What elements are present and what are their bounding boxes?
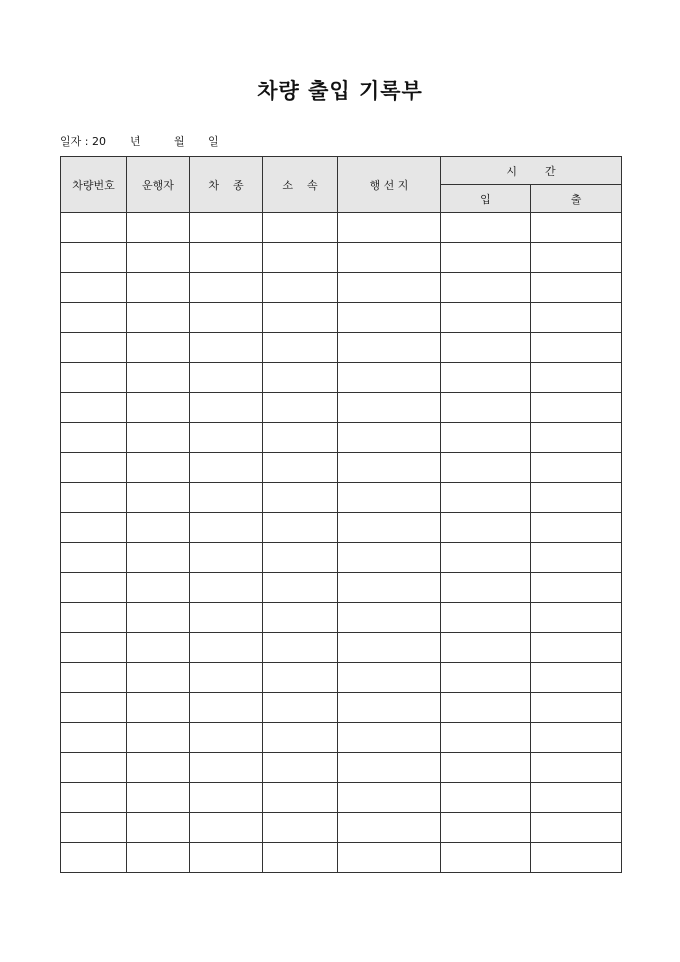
header-vehicle-number: 차량번호: [61, 157, 127, 213]
table-cell[interactable]: [263, 723, 338, 753]
table-cell[interactable]: [441, 813, 531, 843]
table-cell[interactable]: [127, 393, 190, 423]
table-cell[interactable]: [338, 333, 441, 363]
table-row: [61, 663, 622, 693]
table-cell[interactable]: [190, 723, 263, 753]
table-row: [61, 723, 622, 753]
table-cell[interactable]: [61, 603, 127, 633]
table-row: [61, 483, 622, 513]
table-row: [61, 453, 622, 483]
table-cell[interactable]: [338, 273, 441, 303]
table-cell[interactable]: [127, 513, 190, 543]
table-cell[interactable]: [263, 213, 338, 243]
table-cell[interactable]: [338, 363, 441, 393]
table-cell[interactable]: [127, 483, 190, 513]
table-cell[interactable]: [531, 813, 622, 843]
table-row: [61, 513, 622, 543]
table-cell[interactable]: [127, 723, 190, 753]
table-cell[interactable]: [441, 303, 531, 333]
table-cell[interactable]: [190, 513, 263, 543]
table-cell[interactable]: [190, 423, 263, 453]
table-cell[interactable]: [338, 813, 441, 843]
table-cell[interactable]: [338, 513, 441, 543]
table-cell[interactable]: [190, 753, 263, 783]
table-cell[interactable]: [190, 843, 263, 873]
table-cell[interactable]: [531, 303, 622, 333]
table-cell[interactable]: [190, 573, 263, 603]
table-cell[interactable]: [127, 783, 190, 813]
table-row: [61, 843, 622, 873]
table-cell[interactable]: [127, 273, 190, 303]
table-cell[interactable]: [531, 723, 622, 753]
table-row: [61, 573, 622, 603]
table-cell[interactable]: [338, 483, 441, 513]
table-cell[interactable]: [531, 213, 622, 243]
table-cell[interactable]: [190, 363, 263, 393]
table-cell[interactable]: [190, 603, 263, 633]
table-cell[interactable]: [441, 423, 531, 453]
table-row: [61, 693, 622, 723]
table-cell[interactable]: [190, 213, 263, 243]
table-cell[interactable]: [338, 543, 441, 573]
table-cell[interactable]: [127, 333, 190, 363]
table-row: [61, 633, 622, 663]
table-cell[interactable]: [61, 423, 127, 453]
table-cell[interactable]: [441, 363, 531, 393]
table-cell[interactable]: [338, 633, 441, 663]
table-cell[interactable]: [531, 363, 622, 393]
table-cell[interactable]: [61, 573, 127, 603]
table-cell[interactable]: [127, 843, 190, 873]
header-driver: 운행자: [127, 157, 190, 213]
table-cell[interactable]: [441, 693, 531, 723]
table-cell[interactable]: [263, 843, 338, 873]
table-cell[interactable]: [61, 753, 127, 783]
table-cell[interactable]: [338, 423, 441, 453]
table-cell[interactable]: [127, 813, 190, 843]
table-cell[interactable]: [338, 453, 441, 483]
table-cell[interactable]: [441, 543, 531, 573]
table-cell[interactable]: [190, 243, 263, 273]
table-cell[interactable]: [263, 363, 338, 393]
table-cell[interactable]: [441, 603, 531, 633]
table-cell[interactable]: [263, 603, 338, 633]
table-cell[interactable]: [61, 453, 127, 483]
table-cell[interactable]: [441, 573, 531, 603]
table-row: [61, 813, 622, 843]
table-cell[interactable]: [263, 453, 338, 483]
table-cell[interactable]: [263, 243, 338, 273]
table-cell[interactable]: [127, 633, 190, 663]
table-row: [61, 243, 622, 273]
table-cell[interactable]: [338, 783, 441, 813]
table-cell[interactable]: [531, 273, 622, 303]
table-cell[interactable]: [127, 573, 190, 603]
table-row: [61, 333, 622, 363]
table-cell[interactable]: [441, 273, 531, 303]
table-cell[interactable]: [190, 813, 263, 843]
table-cell[interactable]: [127, 543, 190, 573]
table-cell[interactable]: [441, 453, 531, 483]
table-cell[interactable]: [127, 753, 190, 783]
table-cell[interactable]: [338, 243, 441, 273]
table-cell[interactable]: [263, 273, 338, 303]
table-row: [61, 303, 622, 333]
table-cell[interactable]: [190, 393, 263, 423]
header-time-out: 출: [531, 185, 622, 213]
table-cell[interactable]: [61, 633, 127, 663]
table-cell[interactable]: [441, 333, 531, 363]
table-cell[interactable]: [441, 663, 531, 693]
table-cell[interactable]: [531, 603, 622, 633]
table-cell[interactable]: [127, 363, 190, 393]
table-cell[interactable]: [263, 663, 338, 693]
table-cell[interactable]: [441, 723, 531, 753]
table-cell[interactable]: [263, 513, 338, 543]
table-cell[interactable]: [127, 693, 190, 723]
table-cell[interactable]: [338, 213, 441, 243]
table-cell[interactable]: [441, 633, 531, 663]
table-cell[interactable]: [61, 243, 127, 273]
table-row: [61, 783, 622, 813]
table-cell[interactable]: [531, 843, 622, 873]
table-cell[interactable]: [263, 813, 338, 843]
table-cell[interactable]: [61, 483, 127, 513]
table-cell[interactable]: [338, 723, 441, 753]
table-cell[interactable]: [190, 273, 263, 303]
table-cell[interactable]: [441, 783, 531, 813]
table-cell[interactable]: [441, 393, 531, 423]
table-cell[interactable]: [263, 753, 338, 783]
table-cell[interactable]: [263, 783, 338, 813]
table-cell[interactable]: [61, 303, 127, 333]
document-title: 차량 출입 기록부: [257, 78, 423, 103]
log-table-body: [61, 213, 622, 873]
table-row: [61, 753, 622, 783]
table-cell[interactable]: [61, 273, 127, 303]
table-cell[interactable]: [338, 843, 441, 873]
table-cell[interactable]: [531, 453, 622, 483]
table-cell[interactable]: [263, 303, 338, 333]
table-cell[interactable]: [441, 483, 531, 513]
table-cell[interactable]: [338, 663, 441, 693]
table-cell[interactable]: [263, 333, 338, 363]
header-time-in: 입: [441, 185, 531, 213]
table-cell[interactable]: [441, 753, 531, 783]
table-cell[interactable]: [441, 213, 531, 243]
table-cell[interactable]: [61, 813, 127, 843]
table-cell[interactable]: [338, 573, 441, 603]
table-cell[interactable]: [127, 243, 190, 273]
table-cell[interactable]: [127, 603, 190, 633]
table-cell[interactable]: [190, 333, 263, 363]
table-cell[interactable]: [263, 543, 338, 573]
table-cell[interactable]: [61, 663, 127, 693]
table-cell[interactable]: [190, 543, 263, 573]
table-cell[interactable]: [441, 513, 531, 543]
table-cell[interactable]: [338, 753, 441, 783]
table-cell[interactable]: [61, 213, 127, 243]
table-cell[interactable]: [531, 543, 622, 573]
table-cell[interactable]: [531, 783, 622, 813]
table-cell[interactable]: [61, 783, 127, 813]
table-row: [61, 393, 622, 423]
table-cell[interactable]: [61, 333, 127, 363]
table-cell[interactable]: [127, 663, 190, 693]
table-cell[interactable]: [263, 573, 338, 603]
table-cell[interactable]: [338, 603, 441, 633]
table-cell[interactable]: [190, 453, 263, 483]
header-vehicle-type: 차 종: [190, 157, 263, 213]
table-row: [61, 213, 622, 243]
table-cell[interactable]: [61, 543, 127, 573]
table-cell[interactable]: [531, 753, 622, 783]
table-cell[interactable]: [441, 843, 531, 873]
table-row: [61, 273, 622, 303]
table-row: [61, 603, 622, 633]
date-day-label: 일: [208, 135, 219, 148]
table-cell[interactable]: [190, 633, 263, 663]
table-row: [61, 543, 622, 573]
table-cell[interactable]: [61, 393, 127, 423]
vehicle-log-table: [60, 156, 622, 873]
header-destination: 행 선 지: [338, 157, 441, 213]
table-cell[interactable]: [531, 423, 622, 453]
table-cell[interactable]: [190, 303, 263, 333]
table-row: [61, 423, 622, 453]
table-cell[interactable]: [61, 843, 127, 873]
table-cell[interactable]: [338, 693, 441, 723]
table-cell[interactable]: [127, 453, 190, 483]
table-cell[interactable]: [338, 303, 441, 333]
date-month-label: 월: [174, 135, 185, 148]
table-cell[interactable]: [531, 483, 622, 513]
table-cell[interactable]: [61, 693, 127, 723]
table-cell[interactable]: [61, 723, 127, 753]
table-cell[interactable]: [263, 693, 338, 723]
table-row: [61, 363, 622, 393]
table-cell[interactable]: [190, 783, 263, 813]
table-cell[interactable]: [531, 573, 622, 603]
table-cell[interactable]: [127, 213, 190, 243]
table-cell[interactable]: [531, 393, 622, 423]
table-cell[interactable]: [263, 423, 338, 453]
table-cell[interactable]: [338, 393, 441, 423]
table-cell[interactable]: [190, 693, 263, 723]
table-cell[interactable]: [263, 483, 338, 513]
date-year-label: 년: [130, 135, 141, 148]
table-cell[interactable]: [531, 633, 622, 663]
header-time: 시 간: [441, 157, 622, 185]
table-cell[interactable]: [127, 423, 190, 453]
table-cell[interactable]: [531, 513, 622, 543]
table-cell[interactable]: [190, 663, 263, 693]
table-cell[interactable]: [190, 483, 263, 513]
table-cell[interactable]: [531, 333, 622, 363]
table-cell[interactable]: [127, 303, 190, 333]
table-cell[interactable]: [263, 393, 338, 423]
table-cell[interactable]: [531, 693, 622, 723]
date-label: 일자 : 20: [60, 135, 106, 148]
table-cell[interactable]: [441, 243, 531, 273]
table-cell[interactable]: [263, 633, 338, 663]
table-cell[interactable]: [531, 663, 622, 693]
header-affiliation: 소 속: [263, 157, 338, 213]
table-cell[interactable]: [531, 243, 622, 273]
table-cell[interactable]: [61, 363, 127, 393]
table-cell[interactable]: [61, 513, 127, 543]
